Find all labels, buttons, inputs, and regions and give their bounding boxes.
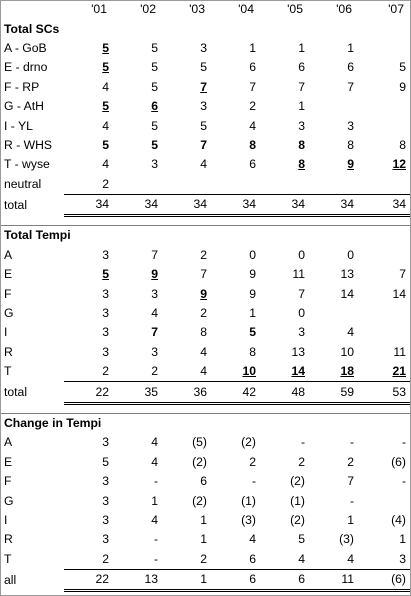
cell-value: 8 (200, 325, 207, 340)
row-label: neutral (4, 176, 42, 191)
cell-value: 4 (151, 512, 158, 527)
cell-value: 11 (292, 267, 305, 282)
cell-value: 3 (102, 247, 109, 262)
tempi-table (1, 0, 410, 592)
cell-value: 2 (200, 247, 207, 262)
cell-value: 2 (102, 551, 109, 566)
cell-value (358, 323, 410, 342)
year-header: '04 (238, 2, 254, 17)
total-value: 36 (162, 382, 211, 403)
cell-value: 6 (298, 60, 305, 75)
cell-value: (3) (339, 532, 354, 547)
total-value: 11 (309, 569, 358, 590)
cell-value: 6 (249, 157, 256, 172)
total-value: 35 (113, 382, 162, 403)
table-row (1, 58, 410, 77)
year-header: '02 (140, 2, 156, 17)
cell-value: 8 (249, 344, 256, 359)
cell-value (358, 491, 410, 510)
row-label: E (4, 267, 13, 282)
cell-value: 9 (347, 157, 354, 172)
table-row (1, 323, 410, 342)
cell-value: 3 (102, 532, 109, 547)
gap-cell (211, 216, 260, 226)
table-row (1, 265, 410, 284)
cell-value: 6 (249, 60, 256, 75)
table-body (1, 0, 410, 591)
cell-value: (5) (192, 435, 207, 450)
cell-value: 4 (249, 532, 256, 547)
cell-value (113, 175, 162, 195)
cell-value (211, 175, 260, 195)
row-label: E - drno (4, 60, 48, 75)
row-label: T (4, 551, 12, 566)
table-row (1, 116, 410, 135)
total-value: 34 (162, 194, 211, 215)
cell-value: 3 (298, 118, 305, 133)
table-row (1, 39, 410, 58)
cell-value: 9 (249, 267, 256, 282)
cell-value: 1 (298, 40, 305, 55)
cell-value: 1 (298, 99, 305, 114)
cell-value: 7 (399, 267, 406, 282)
cell-value: 7 (200, 267, 207, 282)
cell-value: 8 (399, 137, 406, 152)
cell-value: 5 (249, 325, 256, 340)
cell-value: - (153, 551, 158, 566)
cell-value: - (251, 474, 256, 489)
year-header: '01 (91, 2, 107, 17)
cell-value: 4 (347, 551, 354, 566)
cell-value: (4) (391, 512, 406, 527)
cell-value: 5 (102, 267, 109, 282)
section-gap (1, 403, 410, 413)
total-row (1, 569, 410, 590)
section-title: Total SCs (4, 21, 60, 36)
cell-value: 2 (102, 364, 109, 379)
cell-value: 8 (249, 137, 256, 152)
cell-value: 0 (298, 247, 305, 262)
cell-value: 3 (102, 493, 109, 508)
total-value: 48 (260, 382, 309, 403)
row-label: F (4, 286, 12, 301)
cell-value: 6 (347, 60, 354, 75)
cell-value (162, 175, 211, 195)
table-row (1, 155, 410, 174)
gap-cell (1, 403, 64, 413)
cell-value: 13 (340, 267, 354, 282)
year-header: '03 (189, 2, 205, 17)
table-row (1, 246, 410, 265)
total-value: 34 (309, 194, 358, 215)
cell-value: 12 (392, 157, 406, 172)
cell-value: 5 (200, 60, 207, 75)
total-row (1, 194, 410, 215)
total-value: 13 (113, 569, 162, 590)
cell-value: 3 (102, 435, 109, 450)
gap-cell (260, 216, 309, 226)
cell-value: 5 (151, 118, 158, 133)
table-row (1, 343, 410, 362)
total-value: 22 (64, 382, 113, 403)
cell-value: 5 (151, 137, 158, 152)
cell-value: 3 (102, 325, 109, 340)
cell-value: (2) (192, 493, 207, 508)
year-header: '07 (388, 2, 404, 17)
row-label: T (4, 364, 12, 379)
gap-cell (64, 403, 113, 413)
total-value: (6) (358, 569, 410, 590)
cell-value: 7 (151, 325, 158, 340)
cell-value: 4 (298, 551, 305, 566)
cell-value: (3) (241, 512, 256, 527)
total-row (1, 382, 410, 403)
total-label: total (4, 197, 28, 212)
cell-value: 3 (102, 512, 109, 527)
table-row (1, 491, 410, 510)
table-row (1, 550, 410, 570)
year-header: '05 (287, 2, 303, 17)
gap-cell (64, 216, 113, 226)
cell-value: 4 (249, 118, 256, 133)
row-label: A - GoB (4, 40, 47, 55)
cell-value: 7 (200, 137, 207, 152)
cell-value: - (401, 435, 406, 450)
cell-value: 5 (151, 40, 158, 55)
table-row (1, 97, 410, 116)
cell-value: 4 (200, 364, 207, 379)
row-label: E (4, 454, 13, 469)
cell-value: 14 (392, 286, 406, 301)
year-header: '06 (336, 2, 352, 17)
cell-value: 2 (298, 454, 305, 469)
total-value: 1 (162, 569, 211, 590)
total-value: 34 (260, 194, 309, 215)
cell-value: 5 (399, 60, 406, 75)
cell-value: 0 (249, 247, 256, 262)
cell-value: (2) (241, 435, 256, 450)
cell-value: 1 (249, 306, 256, 321)
cell-value: 2 (347, 454, 354, 469)
cell-value: 7 (200, 79, 207, 94)
cell-value (260, 175, 309, 195)
header-row (1, 0, 410, 19)
row-label: R - WHS (4, 137, 53, 152)
cell-value: 5 (102, 99, 109, 114)
cell-value: (2) (192, 454, 207, 469)
cell-value: 3 (399, 551, 406, 566)
total-label: total (4, 385, 28, 400)
cell-value: 5 (102, 60, 109, 75)
table-row (1, 304, 410, 323)
cell-value: 3 (200, 40, 207, 55)
cell-value: 10 (242, 364, 256, 379)
cell-value: 4 (347, 325, 354, 340)
table-row (1, 433, 410, 452)
total-value: 6 (211, 569, 260, 590)
cell-value: 4 (102, 79, 109, 94)
gap-cell (260, 403, 309, 413)
cell-value: 1 (151, 493, 158, 508)
cell-value: 4 (102, 118, 109, 133)
cell-value: - (401, 474, 406, 489)
gap-cell (309, 216, 358, 226)
total-value: 22 (64, 569, 113, 590)
total-value: 59 (309, 382, 358, 403)
total-value: 6 (260, 569, 309, 590)
cell-value (358, 39, 410, 58)
section-title: Change in Tempi (1, 413, 410, 433)
cell-value: 1 (347, 40, 354, 55)
cell-value: - (153, 474, 158, 489)
cell-value: - (349, 493, 354, 508)
cell-value: 5 (102, 137, 109, 152)
table-row (1, 530, 410, 549)
cell-value: 8 (347, 137, 354, 152)
cell-value: - (300, 435, 305, 450)
table-row (1, 472, 410, 491)
cell-value: 5 (151, 60, 158, 75)
cell-value: (1) (290, 493, 305, 508)
cell-value: 4 (102, 157, 109, 172)
cell-value: 3 (151, 157, 158, 172)
cell-value: - (349, 435, 354, 450)
cell-value: 11 (393, 344, 406, 359)
cell-value: 2 (102, 176, 109, 191)
cell-value: (2) (290, 512, 305, 527)
cell-value: 3 (298, 325, 305, 340)
cell-value: 3 (200, 99, 207, 114)
total-value: 34 (64, 194, 113, 215)
table-row (1, 511, 410, 530)
cell-value: 5 (200, 118, 207, 133)
cell-value (309, 304, 358, 323)
row-label: T - wyse (4, 157, 50, 172)
cell-value: 7 (347, 474, 354, 489)
cell-value: 3 (102, 306, 109, 321)
table-row (1, 362, 410, 382)
section-title-row (1, 413, 410, 433)
cell-value: 5 (102, 454, 109, 469)
gap-cell (113, 216, 162, 226)
row-label: G (4, 306, 14, 321)
cell-value: 4 (151, 454, 158, 469)
gap-cell (162, 216, 211, 226)
cell-value: 4 (151, 435, 158, 450)
cell-value: 10 (340, 344, 354, 359)
cell-value: 21 (392, 364, 406, 379)
cell-value: 5 (102, 40, 109, 55)
cell-value: 1 (200, 512, 207, 527)
table-row (1, 453, 410, 472)
cell-value (309, 97, 358, 116)
row-label: I (4, 512, 8, 527)
header-corner (1, 0, 64, 19)
gap-cell (358, 216, 410, 226)
row-label: I (4, 325, 8, 340)
cell-value: 2 (249, 454, 256, 469)
cell-value: 9 (249, 286, 256, 301)
cell-value (309, 175, 358, 195)
cell-value: 1 (249, 40, 256, 55)
cell-value: 5 (298, 532, 305, 547)
cell-value: 6 (249, 551, 256, 566)
row-label: I - YL (4, 118, 33, 133)
cell-value: 9 (200, 286, 207, 301)
table-row (1, 175, 410, 195)
cell-value: 8 (298, 137, 305, 152)
cell-value: 7 (347, 79, 354, 94)
cell-value: (6) (391, 454, 406, 469)
row-label: F (4, 474, 12, 489)
cell-value: 9 (151, 267, 158, 282)
gap-cell (309, 403, 358, 413)
cell-value: (2) (290, 474, 305, 489)
cell-value: 1 (347, 512, 354, 527)
cell-value: 3 (347, 118, 354, 133)
row-label: G (4, 493, 14, 508)
cell-value (358, 97, 410, 116)
cell-value: 7 (298, 79, 305, 94)
cell-value: (1) (241, 493, 256, 508)
cell-value: 6 (151, 99, 158, 114)
cell-value (358, 116, 410, 135)
cell-value: 14 (291, 364, 305, 379)
section-title-row (1, 226, 410, 246)
cell-value: 7 (249, 79, 256, 94)
cell-value: 7 (298, 286, 305, 301)
cell-value: 8 (298, 157, 305, 172)
cell-value: 4 (200, 344, 207, 359)
section-title: Total Tempi (1, 226, 410, 246)
row-label: F - RP (4, 79, 40, 94)
cell-value: 13 (291, 344, 305, 359)
row-label: A (4, 435, 13, 450)
row-label: R (4, 532, 13, 547)
total-value: 53 (358, 382, 410, 403)
cell-value: 0 (347, 247, 354, 262)
cell-value: 5 (151, 79, 158, 94)
cell-value: 4 (200, 157, 207, 172)
table-row (1, 78, 410, 97)
table-row (1, 284, 410, 303)
section-title-row (1, 19, 410, 38)
cell-value (358, 246, 410, 265)
cell-value: 9 (399, 79, 406, 94)
cell-value: 3 (102, 286, 109, 301)
gap-cell (162, 403, 211, 413)
cell-value (358, 175, 410, 195)
cell-value: 4 (151, 306, 158, 321)
gap-cell (1, 216, 64, 226)
gap-cell (358, 403, 410, 413)
cell-value: 1 (399, 532, 406, 547)
cell-value: 3 (151, 344, 158, 359)
row-label: A (4, 247, 13, 262)
cell-value: 0 (298, 306, 305, 321)
gap-cell (113, 403, 162, 413)
cell-value: 2 (200, 306, 207, 321)
cell-value: - (153, 532, 158, 547)
cell-value: 2 (151, 364, 158, 379)
total-value: 34 (358, 194, 410, 215)
cell-value: 3 (102, 474, 109, 489)
section-gap (1, 216, 410, 226)
row-label: G - AtH (4, 99, 44, 114)
total-label: all (4, 572, 17, 587)
gap-cell (211, 403, 260, 413)
cell-value: 7 (151, 247, 158, 262)
cell-value: 1 (200, 532, 207, 547)
total-value: 42 (211, 382, 260, 403)
row-label: R (4, 344, 13, 359)
cell-value: 2 (249, 99, 256, 114)
cell-value (358, 304, 410, 323)
cell-value: 3 (102, 344, 109, 359)
table-row (1, 136, 410, 155)
cell-value: 14 (340, 286, 354, 301)
total-value: 34 (113, 194, 162, 215)
total-value: 34 (211, 194, 260, 215)
cell-value: 6 (200, 474, 207, 489)
cell-value: 18 (340, 364, 354, 379)
cell-value: 3 (151, 286, 158, 301)
cell-value: 2 (200, 551, 207, 566)
